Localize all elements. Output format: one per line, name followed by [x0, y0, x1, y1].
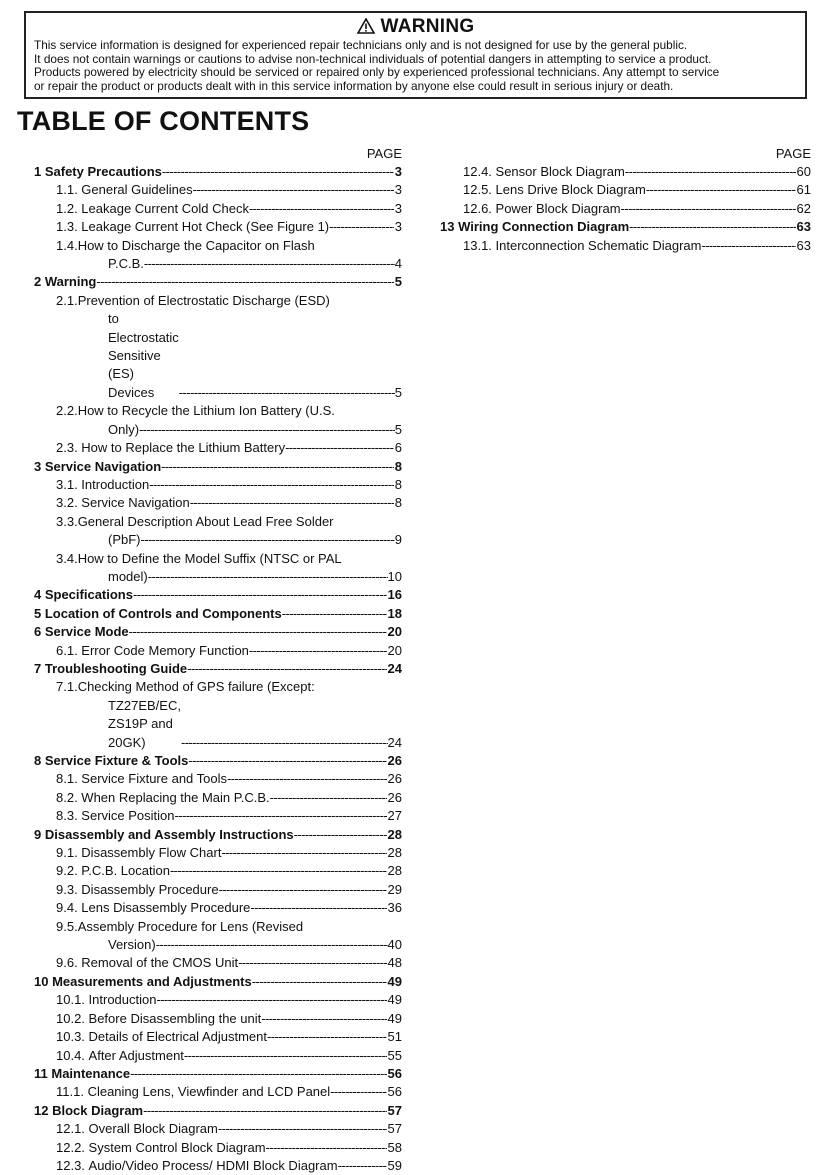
- toc-entry-label: Overall Block Diagram: [88, 1121, 218, 1137]
- warning-box: [24, 11, 807, 99]
- toc-entry-label: Assembly Procedure for Lens (Revised: [77, 918, 304, 934]
- toc-entry[interactable]: [22, 862, 402, 880]
- toc-entry-number: 7.1.: [56, 679, 78, 695]
- toc-entry-page: 8: [394, 458, 402, 474]
- toc-entry-page: 26: [387, 753, 402, 768]
- toc-entry-page: 40: [387, 937, 402, 953]
- toc-entry-page: 20: [387, 624, 402, 640]
- leader-dots: [329, 218, 394, 236]
- toc-entry-number: 13: [440, 219, 459, 235]
- toc-entry-number: 1.4.: [56, 237, 78, 253]
- toc-entry-page: 59: [387, 1157, 402, 1173]
- leader-dots: [250, 899, 386, 917]
- toc-entry-label: Disassembly and Assembly Instructions: [44, 826, 294, 842]
- toc-entry[interactable]: [22, 770, 402, 788]
- toc-entry-number: 7: [34, 660, 45, 676]
- toc-entry-number: 8.1.: [56, 771, 82, 787]
- toc-entry-page: 4: [394, 256, 402, 272]
- toc-entry-number: 10.1.: [56, 992, 89, 1008]
- leader-dots: [161, 458, 394, 476]
- toc-entry-label: Checking Method of GPS failure (Except:: [77, 679, 315, 695]
- toc-entry[interactable]: [22, 881, 402, 899]
- toc-entry-page: 3: [394, 182, 402, 198]
- leader-dots: [144, 255, 395, 273]
- toc-entry-page: 24: [387, 734, 402, 750]
- leader-dots: [133, 586, 387, 604]
- toc-entry-label: How to Replace the Lithium Battery: [81, 440, 286, 456]
- leader-dots: [266, 1139, 387, 1157]
- toc-entry[interactable]: [22, 200, 402, 218]
- toc-entry-number: 8: [34, 753, 45, 768]
- toc-entry-label: How to Recycle the Lithium Ion Battery (U.S.: [77, 403, 335, 419]
- leader-dots: [96, 273, 393, 291]
- toc-entry[interactable]: [22, 1139, 402, 1157]
- toc-entry-label: Wiring Connection Diagram: [458, 219, 630, 235]
- warning-title-text: WARNING: [380, 16, 475, 37]
- toc-entry[interactable]: [22, 402, 402, 439]
- toc-entry-label: Service Position: [81, 808, 175, 824]
- leader-dots: [188, 752, 386, 770]
- toc-entry-page: 28: [387, 863, 402, 879]
- toc-entry-label-continued: P.C.B.: [108, 256, 144, 272]
- toc-entry-label: P.C.B. Location: [81, 863, 170, 879]
- warning-title: [26, 17, 805, 37]
- toc-entry[interactable]: [22, 899, 402, 917]
- leader-dots: [330, 1083, 386, 1101]
- toc-entry[interactable]: [22, 789, 402, 807]
- toc-entry-page: 20: [387, 642, 402, 658]
- toc-entry[interactable]: [22, 1083, 402, 1101]
- toc-entry[interactable]: [22, 1047, 402, 1065]
- toc-entry-label-continued: (PbF): [108, 532, 141, 548]
- toc-entries-right: [436, 163, 811, 255]
- leader-dots: [156, 991, 386, 1009]
- toc-entry-number: 4: [34, 587, 45, 603]
- toc-entry-number: 12.3.: [56, 1157, 89, 1173]
- toc-entry-label: Power Block Diagram: [495, 200, 621, 216]
- toc-section[interactable]: [22, 1065, 402, 1083]
- toc-entry[interactable]: [22, 678, 402, 752]
- toc-entry-number: 10: [34, 973, 53, 989]
- toc-entry[interactable]: [436, 237, 811, 255]
- toc-entry-number: 1: [34, 164, 45, 179]
- toc-title: TABLE OF CONTENTS: [17, 106, 310, 136]
- leader-dots: [267, 1028, 387, 1046]
- toc-entry-number: 10.2.: [56, 1010, 89, 1026]
- leader-dots: [162, 163, 394, 181]
- toc-entry-label: Service Navigation: [44, 458, 162, 474]
- toc-entry-label: Troubleshooting Guide: [44, 660, 188, 676]
- toc-entry[interactable]: [22, 439, 402, 457]
- toc-entry[interactable]: [22, 1120, 402, 1138]
- leader-dots: [249, 642, 387, 660]
- toc-entry-number: 13.1.: [463, 237, 496, 253]
- toc-entry[interactable]: [22, 642, 402, 660]
- toc-entry-number: 12.5.: [463, 182, 496, 198]
- toc-entry-page: 57: [387, 1121, 402, 1137]
- toc-entry-page: 5: [394, 421, 402, 437]
- toc-column-left: [22, 145, 402, 1175]
- toc-entry[interactable]: [22, 1157, 402, 1175]
- leader-dots: [218, 1120, 387, 1138]
- toc-entry-label: Warning: [44, 274, 97, 290]
- leader-dots: [238, 954, 386, 972]
- leader-dots: [646, 181, 796, 199]
- toc-entry-label-continued: TZ27EB/EC, ZS19P and 20GK): [108, 697, 181, 750]
- toc-entry-page: 26: [387, 771, 402, 787]
- toc-entry-label: Disassembly Flow Chart: [81, 845, 222, 861]
- toc-entry-label: Leakage Current Cold Check: [81, 200, 249, 216]
- toc-section[interactable]: [22, 660, 402, 678]
- page-column-header: PAGE: [366, 146, 402, 161]
- toc-entry[interactable]: [22, 476, 402, 494]
- leader-dots: [156, 936, 388, 954]
- toc-entry[interactable]: [436, 200, 811, 218]
- leader-dots: [184, 1047, 387, 1065]
- toc-entry-label: Disassembly Procedure: [81, 881, 219, 897]
- toc-entry-number: 1.2.: [56, 200, 82, 216]
- toc-section[interactable]: [22, 623, 402, 641]
- toc-section[interactable]: [22, 605, 402, 623]
- toc-entry-label: Safety Precautions: [44, 164, 162, 179]
- warning-text: [26, 37, 805, 94]
- warning-line: It does not contain warnings or cautions to advise non-technical individuals of potential dangers in attempting to service a product.: [34, 51, 712, 66]
- toc-entry-label: Interconnection Schematic Diagram: [495, 237, 702, 253]
- toc-entry-label: After Adjustment: [88, 1047, 184, 1063]
- toc-entry-number: 3: [34, 458, 45, 474]
- toc-entry-page: 49: [387, 973, 402, 989]
- toc-entry-number: 9.5.: [56, 918, 78, 934]
- toc-entry-label-continued: Only): [108, 421, 140, 437]
- toc-entry-label-continued: model): [108, 568, 148, 584]
- toc-entry-number: 2.1.: [56, 292, 78, 308]
- leader-dots: [261, 1010, 386, 1028]
- leader-dots: [143, 1102, 386, 1120]
- toc-entry-label: How to Discharge the Capacitor on Flash: [77, 237, 315, 253]
- toc-entry-label-continued: to Electrostatic Sensitive (ES) Devices: [108, 311, 179, 400]
- toc-entry-number: 6: [34, 624, 45, 640]
- toc-entry[interactable]: [22, 954, 402, 972]
- toc-entry-label: Location of Controls and Components: [44, 605, 282, 621]
- toc-entry[interactable]: [22, 1010, 402, 1028]
- toc-entry-number: 9.6.: [56, 955, 82, 971]
- toc-entry-number: 10.3.: [56, 1029, 89, 1045]
- toc-entry-page: 27: [387, 808, 402, 824]
- toc-entry[interactable]: [436, 163, 811, 181]
- toc-entry[interactable]: [22, 292, 402, 402]
- leader-dots: [285, 439, 394, 457]
- leader-dots: [294, 826, 387, 844]
- toc-entry-number: 2.3.: [56, 440, 82, 456]
- leader-dots: [621, 200, 796, 218]
- toc-entry-label: General Description About Lead Free Solder: [77, 513, 334, 529]
- leader-dots: [227, 770, 387, 788]
- toc-entry-page: 24: [387, 660, 402, 676]
- toc-entry-number: 12.6.: [463, 200, 496, 216]
- toc-entry-number: 8.2.: [56, 789, 82, 805]
- leader-dots: [625, 163, 796, 181]
- toc-entry-page: 56: [387, 1084, 402, 1100]
- toc-entry-page: 58: [387, 1139, 402, 1155]
- leader-dots: [139, 421, 395, 439]
- toc-entry-label-continued: Version): [108, 937, 156, 953]
- leader-dots: [148, 568, 388, 586]
- toc-column-right: [436, 145, 811, 255]
- toc-entry-number: 12.1.: [56, 1121, 89, 1137]
- toc-entry-label: Leakage Current Hot Check (See Figure 1): [81, 219, 330, 235]
- toc-entry-number: 5: [34, 605, 45, 621]
- toc-entry-number: 3.4.: [56, 550, 78, 566]
- toc-entry-page: 10: [387, 568, 402, 584]
- toc-entry-number: 3.2.: [56, 495, 82, 511]
- leader-dots: [629, 218, 795, 236]
- toc-entries-left: [22, 163, 402, 1175]
- toc-entry-label: Lens Disassembly Procedure: [81, 900, 251, 916]
- toc-entry-number: 9: [34, 826, 45, 842]
- leader-dots: [249, 200, 394, 218]
- toc-entry-label: Block Diagram: [52, 1102, 144, 1118]
- toc-entry-label: Details of Electrical Adjustment: [88, 1029, 267, 1045]
- leader-dots: [170, 862, 387, 880]
- toc-entry[interactable]: [22, 218, 402, 236]
- toc-entry-label: Introduction: [88, 992, 157, 1008]
- toc-section[interactable]: [436, 218, 811, 236]
- toc-entry-page: 9: [394, 532, 402, 548]
- toc-entry-number: 12: [34, 1102, 53, 1118]
- toc-entry-number: 11: [34, 1065, 52, 1081]
- toc-entry-number: 9.3.: [56, 881, 82, 897]
- toc-entry-page: 56: [387, 1065, 402, 1081]
- toc-entry-number: 1.3.: [56, 219, 82, 235]
- toc-entry-page: 49: [387, 1010, 402, 1026]
- toc-entry-number: 9.2.: [56, 863, 82, 879]
- toc-entry[interactable]: [22, 807, 402, 825]
- toc-entry-page: 51: [387, 1029, 402, 1045]
- toc-entry-number: 12.2.: [56, 1139, 89, 1155]
- warning-triangle-icon: [357, 18, 375, 34]
- toc-entry-page: 36: [387, 900, 402, 916]
- toc-entry[interactable]: [436, 181, 811, 199]
- toc-entry-page: 5: [394, 384, 402, 400]
- page-column-header: PAGE: [775, 146, 811, 161]
- warning-line: This service information is designed for experienced repair technicians only and is not designed for use by the general public.: [34, 38, 688, 52]
- toc-entry-label: Measurements and Adjustments: [52, 973, 252, 989]
- toc-entry-number: 11.1.: [56, 1084, 88, 1100]
- toc-section[interactable]: [22, 163, 402, 181]
- toc-entry-label: Service Navigation: [81, 495, 190, 511]
- toc-entry-page: 8: [394, 495, 402, 511]
- toc-entry-number: 9.1.: [56, 845, 82, 861]
- leader-dots: [149, 476, 394, 494]
- toc-entry-label: Service Mode: [44, 624, 129, 640]
- toc-entry-label: How to Define the Model Suffix (NTSC or PAL: [77, 550, 342, 566]
- toc-entry[interactable]: [22, 550, 402, 587]
- toc-entry-label: Service Fixture & Tools: [44, 753, 189, 768]
- leader-dots: [130, 1065, 386, 1083]
- leader-dots: [701, 237, 795, 255]
- toc-entry-label: Audio/Video Process/ HDMI Block Diagram: [88, 1157, 338, 1173]
- toc-entry-number: 6.1.: [56, 642, 82, 658]
- toc-entry[interactable]: [22, 991, 402, 1009]
- leader-dots: [282, 605, 387, 623]
- leader-dots: [190, 494, 394, 512]
- toc-entry-page: 26: [387, 789, 402, 805]
- leader-dots: [221, 844, 386, 862]
- toc-section[interactable]: [22, 273, 402, 291]
- toc-entry-page: 61: [796, 182, 811, 198]
- toc-entry-page: 3: [394, 219, 402, 235]
- toc-entry[interactable]: [22, 181, 402, 199]
- leader-dots: [181, 734, 388, 752]
- toc-section[interactable]: [22, 826, 402, 844]
- toc-entry-label: General Guidelines: [81, 182, 193, 198]
- toc-entry-number: 8.3.: [56, 808, 82, 824]
- toc-entry[interactable]: [22, 494, 402, 512]
- toc-entry-page: 62: [796, 200, 811, 216]
- toc-entry[interactable]: [22, 918, 402, 955]
- toc-entry-number: 2.2.: [56, 403, 78, 419]
- toc-entry-label: Cleaning Lens, Viewfinder and LCD Panel: [87, 1084, 331, 1100]
- toc-entry[interactable]: [22, 513, 402, 550]
- toc-section[interactable]: [22, 458, 402, 476]
- toc-entry-page: 16: [387, 587, 402, 603]
- toc-entry-page: 63: [796, 237, 811, 253]
- toc-entry-label: System Control Block Diagram: [88, 1139, 266, 1155]
- toc-entry-number: 1.1.: [56, 182, 82, 198]
- toc-entry-label: Service Fixture and Tools: [81, 771, 228, 787]
- leader-dots: [175, 807, 387, 825]
- leader-dots: [193, 181, 394, 199]
- toc-entry-label: Introduction: [81, 476, 150, 492]
- toc-entry-page: 3: [394, 164, 402, 179]
- toc-entry-number: 9.4.: [56, 900, 82, 916]
- toc-entry-page: 63: [796, 219, 811, 235]
- toc-entry-number: 10.4.: [56, 1047, 89, 1063]
- leader-dots: [141, 531, 395, 549]
- leader-dots: [187, 660, 386, 678]
- toc-entry-number: 3.1.: [56, 476, 82, 492]
- leader-dots: [270, 789, 387, 807]
- toc-entry-label: Maintenance: [51, 1065, 131, 1081]
- toc-entry-label: Specifications: [44, 587, 133, 603]
- toc-entry-label: Prevention of Electrostatic Discharge (ESD): [77, 292, 330, 308]
- toc-entry-page: 28: [387, 826, 402, 842]
- toc-entry-label: Sensor Block Diagram: [495, 164, 625, 179]
- toc-entry-number: 2: [34, 274, 45, 290]
- toc-entry-label: When Replacing the Main P.C.B.: [81, 789, 270, 805]
- toc-entry[interactable]: [22, 1028, 402, 1046]
- toc-entry-page: 6: [394, 440, 402, 456]
- toc-entry-label: Removal of the CMOS Unit: [81, 955, 239, 971]
- leader-dots: [219, 881, 387, 899]
- toc-entry[interactable]: [22, 844, 402, 862]
- toc-section[interactable]: [22, 1102, 402, 1120]
- toc-entry-page: 49: [387, 992, 402, 1008]
- toc-entry[interactable]: [22, 237, 402, 274]
- toc-entry-page: 60: [796, 164, 811, 179]
- toc-entry-label: Error Code Memory Function: [81, 642, 249, 658]
- toc-entry-page: 3: [394, 200, 402, 216]
- toc-entry-page: 8: [394, 476, 402, 492]
- leader-dots: [252, 973, 387, 991]
- toc-entry-label: Lens Drive Block Diagram: [495, 182, 646, 198]
- warning-line: or repair the product or products dealt with in this service information by anyone else could result in serious injury or death.: [34, 79, 674, 94]
- leader-dots: [129, 623, 387, 641]
- toc-section[interactable]: [22, 586, 402, 604]
- toc-section[interactable]: [22, 973, 402, 991]
- toc-entry-number: 3.3.: [56, 513, 78, 529]
- toc-entry-page: 29: [387, 881, 402, 897]
- toc-entry-page: 5: [394, 274, 402, 290]
- toc-entry-page: 57: [387, 1102, 402, 1118]
- leader-dots: [338, 1157, 387, 1175]
- warning-line: Products powered by electricity should be serviced or repaired only by experienced professional technicians. Any attempt to service: [34, 65, 720, 80]
- toc-section[interactable]: [22, 752, 402, 770]
- toc-entry-number: 12.4.: [463, 164, 496, 179]
- toc-entry-page: 18: [387, 605, 402, 621]
- toc-entry-page: 48: [387, 955, 402, 971]
- toc-entry-label: Before Disassembling the unit: [88, 1010, 262, 1026]
- leader-dots: [179, 384, 395, 402]
- toc-entry-page: 55: [387, 1047, 402, 1063]
- toc-entry-page: 28: [387, 845, 402, 861]
